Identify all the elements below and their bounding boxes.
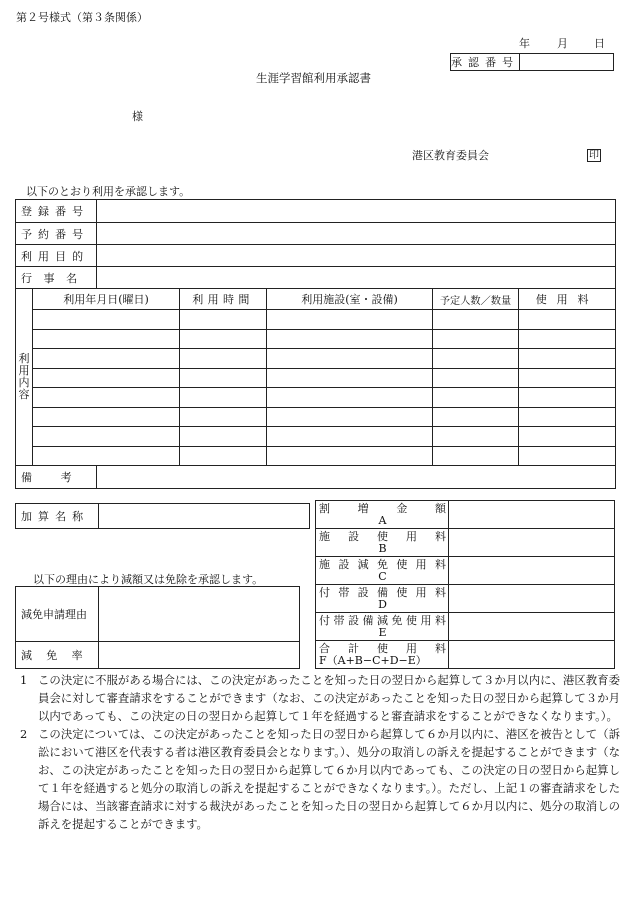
remarks-label: 備考 <box>16 466 97 489</box>
usage-cell[interactable] <box>33 329 180 349</box>
usage-side-char: 内 <box>18 376 30 389</box>
usage-table <box>15 199 616 489</box>
usage-row <box>16 349 616 369</box>
usage-header-row <box>16 289 616 310</box>
note-number: 2 <box>20 727 28 741</box>
usage-cell[interactable] <box>33 368 180 388</box>
fees-table <box>315 500 615 669</box>
fee-value[interactable] <box>449 557 615 585</box>
addition-table <box>15 503 310 529</box>
usage-cell[interactable] <box>33 427 180 447</box>
usage-side-char: 利 <box>18 352 30 365</box>
usage-cell[interactable] <box>519 407 616 427</box>
reg-value[interactable] <box>97 245 616 267</box>
usage-cell[interactable] <box>267 388 433 408</box>
fee-label-char: 増 <box>357 502 369 515</box>
usage-side-label <box>16 289 33 466</box>
fee-label-char: 減 <box>377 614 388 627</box>
fee-label-char: 帯 <box>338 586 350 599</box>
fee-label-char: 使 <box>406 614 417 627</box>
usage-cell[interactable] <box>267 329 433 349</box>
fee-label-char: 使 <box>377 530 388 543</box>
usage-cell[interactable] <box>433 368 519 388</box>
reg-label: 利用目的 <box>16 245 97 267</box>
usage-cell[interactable] <box>433 446 519 466</box>
usage-cell[interactable] <box>33 388 180 408</box>
fee-label-cell <box>316 641 449 669</box>
notes <box>16 671 620 833</box>
usage-row <box>16 329 616 349</box>
usage-cell[interactable] <box>519 427 616 447</box>
usage-cell[interactable] <box>267 446 433 466</box>
fee-label-char: 用 <box>406 530 417 543</box>
usage-cell[interactable] <box>519 310 616 330</box>
usage-cell[interactable] <box>519 388 616 408</box>
remarks-field[interactable] <box>97 466 616 489</box>
usage-row <box>16 427 616 447</box>
reg-value[interactable] <box>97 223 616 245</box>
fee-label-char: 設 <box>357 586 369 599</box>
note-item <box>16 671 620 725</box>
col-header-time: 利用時間 <box>180 289 267 310</box>
fee-label-char: 付 <box>319 614 330 627</box>
fee-label-char: 計 <box>348 642 359 655</box>
fee-label-char: 合 <box>319 642 330 655</box>
usage-cell[interactable] <box>180 388 267 408</box>
usage-cell[interactable] <box>180 446 267 466</box>
fee-label-char: 施 <box>319 558 330 571</box>
reg-label: 行事名 <box>16 267 97 289</box>
usage-cell[interactable] <box>33 446 180 466</box>
usage-cell[interactable] <box>33 310 180 330</box>
fee-label-char: 料 <box>434 586 446 599</box>
fee-label-char: 設 <box>348 530 359 543</box>
usage-row <box>16 446 616 466</box>
usage-cell[interactable] <box>519 446 616 466</box>
usage-cell[interactable] <box>433 427 519 447</box>
addition-label: 加算名称 <box>16 504 99 529</box>
usage-cell[interactable] <box>33 407 180 427</box>
reg-value[interactable] <box>97 267 616 289</box>
approval-number-box <box>450 53 614 71</box>
reg-value[interactable] <box>97 200 616 223</box>
usage-cell[interactable] <box>433 407 519 427</box>
fee-code: C <box>378 570 387 583</box>
usage-cell[interactable] <box>267 427 433 447</box>
reg-row <box>16 200 616 223</box>
fee-code: E <box>378 626 387 639</box>
fee-label-char: 用 <box>415 558 427 571</box>
usage-cell[interactable] <box>433 329 519 349</box>
reduction-intro: 以下の理由により減額又は免除を承認します。 <box>33 573 264 586</box>
fee-label-char: 割 <box>319 502 330 515</box>
remarks-row <box>16 466 616 489</box>
note-text: この決定については、この決定があったことを知った日の翌日から起算して６か月以内に、港区を被告として（訴訟において港区を代表する者は港区教育委員会となります。）、処分の取消しの訴えを提起することができます（なお、この決定があったことを知った日の翌日から起算して６か月以内であっても、この決定の日の翌日から起算して１年を経過すると処分の取消しの訴えを提起することができなくなります。）。ただし、上記１の審査請求をした場合には、当該審査請求に対する裁決があったことを知った日の翌日から起算して６か月以内に、処分の取消しの訴えを提起することができます。 <box>38 727 620 831</box>
reduction-table <box>15 586 300 669</box>
fee-label-char: 免 <box>391 614 403 627</box>
fee-label-cell <box>316 529 449 557</box>
usage-cell[interactable] <box>519 368 616 388</box>
col-header-fee: 使用料 <box>519 289 616 310</box>
fee-label-char: 施 <box>319 530 330 543</box>
usage-row <box>16 310 616 330</box>
fee-label-char: 帯 <box>333 614 345 627</box>
fee-label-cell <box>316 501 449 529</box>
addressee-suffix: 様 <box>132 110 143 123</box>
fee-label-char: 金 <box>396 502 408 515</box>
note-item <box>16 725 620 833</box>
usage-row <box>16 407 616 427</box>
fee-label-char: 減 <box>357 558 369 571</box>
usage-cell[interactable] <box>433 310 519 330</box>
fee-value[interactable] <box>449 585 615 613</box>
usage-cell[interactable] <box>180 329 267 349</box>
fee-label-char: 免 <box>376 558 388 571</box>
usage-cell[interactable] <box>267 349 433 369</box>
usage-cell[interactable] <box>433 388 519 408</box>
fee-label-char: 用 <box>420 614 432 627</box>
addition-field[interactable] <box>99 504 310 529</box>
issuer-name: 港区教育委員会 <box>412 149 489 162</box>
approval-number-field[interactable] <box>520 54 614 71</box>
col-header-quantity: 予定人数／数量 <box>433 289 519 310</box>
usage-cell[interactable] <box>267 310 433 330</box>
date-month: 月 <box>557 37 568 50</box>
fee-label-char: 設 <box>338 558 350 571</box>
usage-cell[interactable] <box>180 368 267 388</box>
note-text: この決定に不服がある場合には、この決定があったことを知った日の翌日から起算して３か月以内に、港区教育委員会に対して審査請求をすることができます（なお、この決定があったことを知った日の翌日から起算して３か月以内であっても、この決定の日の翌日から起算して１年を経過すると審査請求をすることができなくなります。）。 <box>38 673 620 723</box>
fee-label-char: 使 <box>396 586 408 599</box>
form-id: 第２号様式（第３条関係） <box>16 11 148 24</box>
reduction-reason-field[interactable] <box>99 587 300 642</box>
seal-mark <box>587 146 601 161</box>
fee-row <box>316 501 615 529</box>
col-header-facility: 利用施設(室・設備) <box>267 289 433 310</box>
date-day: 日 <box>594 37 605 50</box>
fee-label-char: 設 <box>348 614 359 627</box>
fee-label-cell <box>316 557 449 585</box>
fee-code: B <box>378 542 387 555</box>
reg-label: 登録番号 <box>16 200 97 223</box>
note-number: 1 <box>20 673 28 687</box>
reg-label: 予約番号 <box>16 223 97 245</box>
usage-cell[interactable] <box>180 310 267 330</box>
fee-label-char: 用 <box>415 586 427 599</box>
reg-row <box>16 267 616 289</box>
fee-label-char: 料 <box>435 530 446 543</box>
usage-side-char: 用 <box>18 364 30 377</box>
usage-cell[interactable] <box>267 407 433 427</box>
fee-label-char: 使 <box>377 642 388 655</box>
reg-row <box>16 245 616 267</box>
fee-label-char: 料 <box>434 558 446 571</box>
fee-value[interactable] <box>449 613 615 641</box>
usage-row <box>16 388 616 408</box>
col-header-date: 利用年月日(曜日) <box>33 289 180 310</box>
date-year: 年 <box>519 37 530 50</box>
usage-cell[interactable] <box>433 349 519 369</box>
reduction-rate-field[interactable] <box>99 642 300 669</box>
fee-code: A <box>378 514 387 527</box>
fee-value[interactable] <box>449 501 615 529</box>
usage-cell[interactable] <box>519 329 616 349</box>
usage-side-char: 容 <box>18 388 30 401</box>
fee-code: D <box>378 598 387 611</box>
fee-row <box>316 529 615 557</box>
fee-row <box>316 641 615 669</box>
reg-row <box>16 223 616 245</box>
seal-text: 印 <box>589 150 599 161</box>
fee-row <box>316 613 615 641</box>
reduction-reason-label: 減免申請理由 <box>16 587 99 642</box>
fee-label-char: 料 <box>435 642 446 655</box>
usage-cell[interactable] <box>180 407 267 427</box>
fee-label-char: 備 <box>376 586 388 599</box>
reduction-rate-label: 減免率 <box>16 642 99 669</box>
fee-row <box>316 585 615 613</box>
document-title: 生涯学習館利用承認書 <box>256 71 371 85</box>
fee-row <box>316 557 615 585</box>
fee-label-char: 使 <box>396 558 408 571</box>
fee-code: F（A+B−C+D−E） <box>319 654 427 667</box>
usage-cell[interactable] <box>180 349 267 369</box>
usage-cell[interactable] <box>267 368 433 388</box>
usage-cell[interactable] <box>180 427 267 447</box>
fee-label-char: 料 <box>435 614 446 627</box>
usage-cell[interactable] <box>33 349 180 369</box>
fee-value[interactable] <box>449 641 615 669</box>
fee-label-char: 用 <box>406 642 417 655</box>
fee-label-cell <box>316 585 449 613</box>
usage-cell[interactable] <box>519 349 616 369</box>
fee-label-char: 付 <box>319 586 330 599</box>
fee-value[interactable] <box>449 529 615 557</box>
approval-number-label: 承認番号 <box>451 54 520 71</box>
fee-label-char: 備 <box>362 614 374 627</box>
fee-label-char: 額 <box>434 502 446 515</box>
fee-label-cell <box>316 613 449 641</box>
usage-row <box>16 368 616 388</box>
intro-text: 以下のとおり利用を承認します。 <box>26 185 191 198</box>
